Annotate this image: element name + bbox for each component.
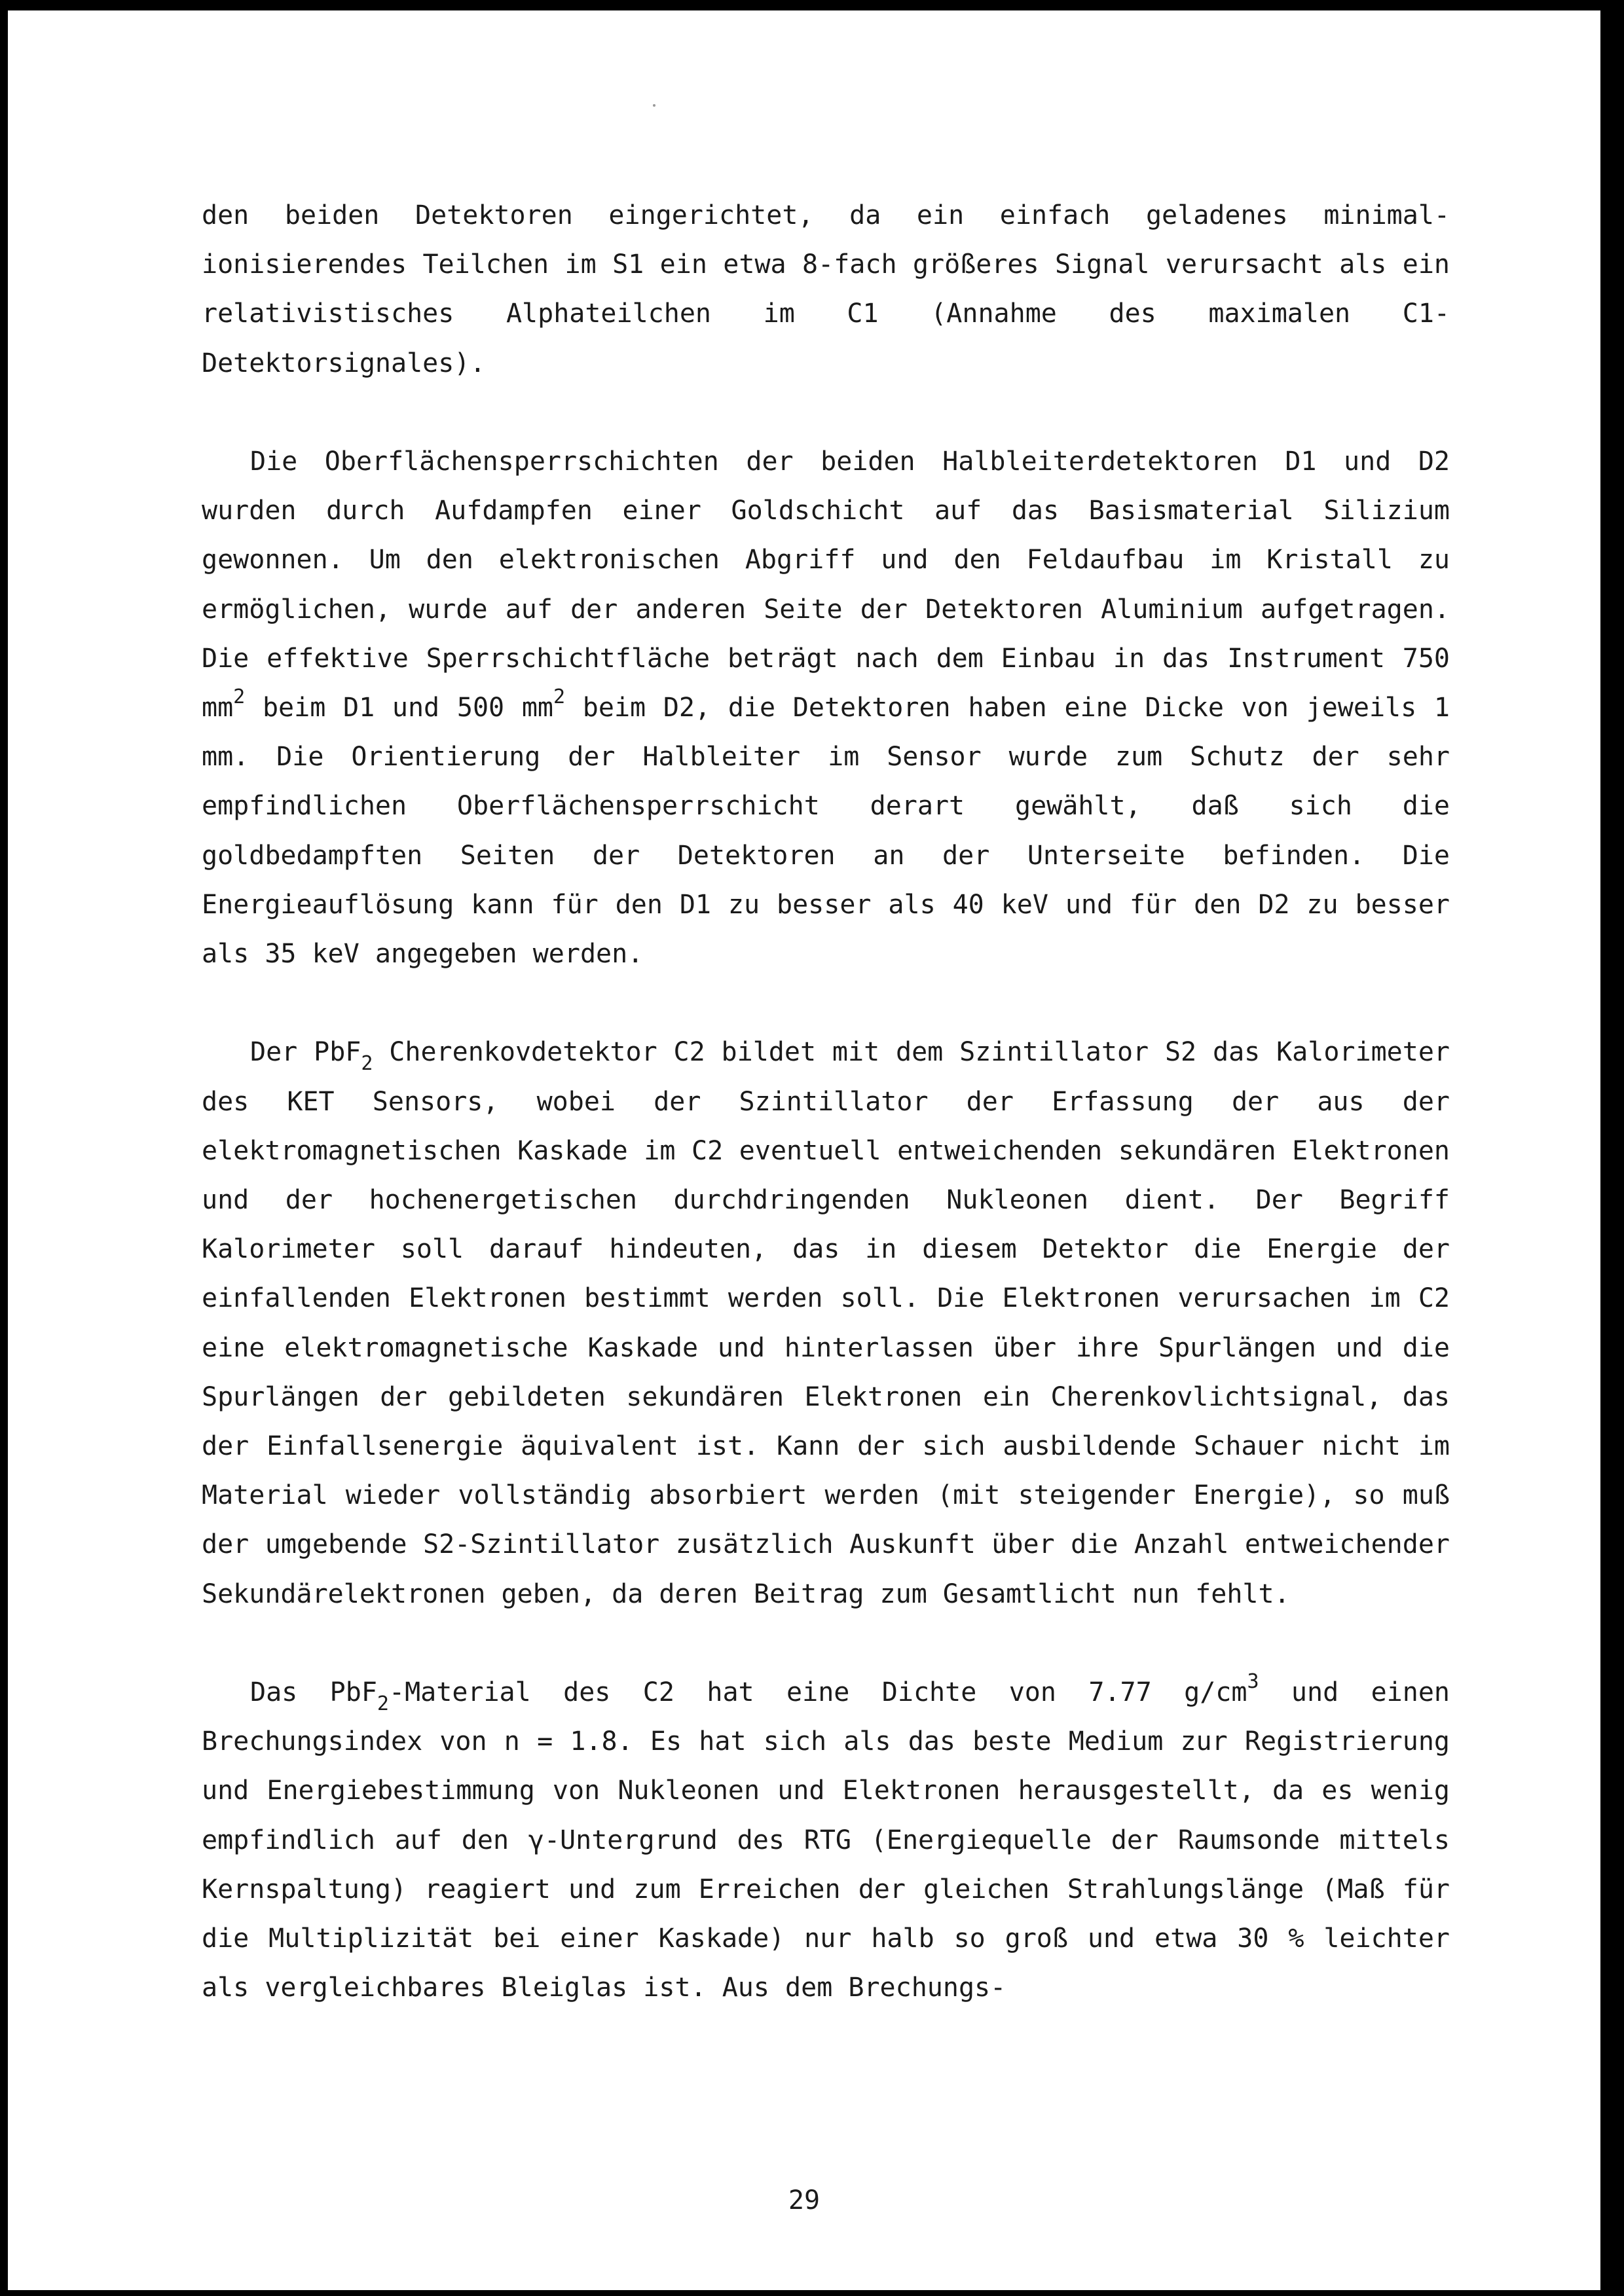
text-segment: Der PbF — [250, 1037, 361, 1068]
text-segment: Cherenkovdetektor C2 bildet mit dem Szintillator S2 das Kalorimeter des KET Sensors, wobei der Szintillator der Erfassung der aus der elektromagnetischen Kaskade im C2 eventuell entweichenden sekundären Elektronen und der hochenergetischen durchdringenden Nukleonen dient. Der Begriff Kalorimeter soll darauf hindeuten, das in diesem Detektor die Energie der einfallenden Elektronen bestimmt werden soll. Die Elektronen verursachen im C2 eine elektromagnetische Kaskade und hinterlassen über ihre Spurlängen und die Spurlängen der gebildeten sekundären Elektronen ein Cherenkovlichtsignal, das der Einfallsenergie äquivalent ist. Kann der sich ausbildende Schauer nicht im Material wieder vollständig absorbiert werden (mit steigender Energie), so muß der umgebende S2-Szintillator zusätzlich Auskunft über die Anzahl entweichender Sekundärelektronen geben, da deren Beitrag zum Gesamtlicht nun fehlt. — [202, 1037, 1450, 1609]
text-segment: Die Oberflächensperrschichten der beiden Halbleiterdetektoren D1 und D2 wurden durch Aufdampfen einer Goldschicht auf das Basismaterial Silizium gewonnen. Um den elektronischen Abgriff und den Feldaufbau im Kristall zu ermöglichen, wurde auf der anderen Seite der Detektoren Aluminium aufgetragen. Die effektive Sperrschichtfläche beträgt nach dem Einbau in das Instrument 750 mm — [202, 446, 1450, 723]
subscript: 2 — [377, 1692, 389, 1716]
scan-dust-mark — [653, 104, 655, 107]
paragraph-1 — [202, 191, 1450, 388]
text-segment: und einen Brechungsindex von n = 1.8. Es hat sich als das beste Medium zur Registrierung und Energiebestimmung von Nukleonen und Elektronen herausgestellt, da es wenig empfindlich auf den γ-Untergrund des RTG (Energiequelle der Raumsonde mittels Kernspaltung) reagiert und zum Erreichen der gleichen Strahlungslänge (Maß für die Multiplizität bei einer Kaskade) nur halb so groß und etwa 30 % leichter als vergleichbares Bleiglas ist. Aus dem Brechungs- — [202, 1677, 1450, 2003]
text-segment: Das PbF — [250, 1677, 377, 1708]
superscript: 2 — [553, 685, 566, 709]
body-text — [202, 191, 1450, 2013]
text-segment: -Material des C2 hat eine Dichte von 7.77 g/cm — [388, 1677, 1247, 1708]
text-segment: beim D1 und 500 mm — [245, 693, 554, 723]
paragraph-4 — [202, 1668, 1450, 2013]
paragraph-3 — [202, 1028, 1450, 1618]
superscript: 3 — [1247, 1670, 1259, 1694]
superscript: 2 — [233, 685, 246, 709]
paragraph-2 — [202, 437, 1450, 979]
page-number: 29 — [788, 2185, 821, 2215]
subscript: 2 — [361, 1052, 373, 1076]
text-segment: beim D2, die Detektoren haben eine Dicke von jeweils 1 mm. Die Orientierung der Halbleiter im Sensor wurde zum Schutz der sehr empfindlichen Oberflächensperrschicht derart gewählt, daß sich die goldbedampften Seiten der Detektoren an der Unterseite befinden. Die Energieauflösung kann für den D1 zu besser als 40 keV und für den D2 zu besser als 35 keV angegeben werden. — [202, 693, 1450, 970]
text-segment: den beiden Detektoren eingerichtet, da ein einfach geladenes minimal-ionisierendes Teilchen im S1 ein etwa 8-fach größeres Signal verursacht als ein relativistisches Alphateilchen im C1 (Annahme des maximalen C1-Detektorsignales). — [202, 200, 1450, 378]
